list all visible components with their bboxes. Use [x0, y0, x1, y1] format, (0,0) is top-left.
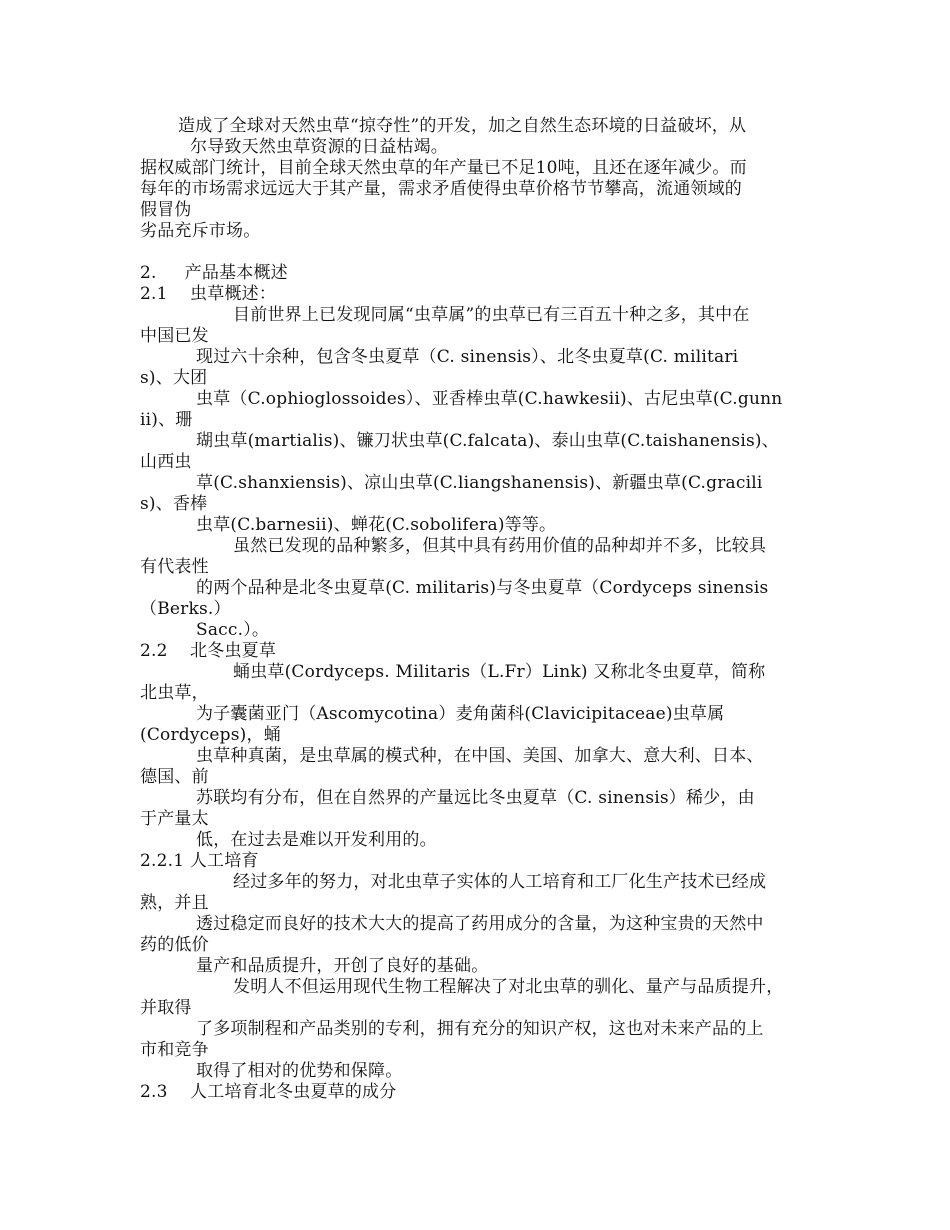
text-line: 取得了相对的优势和保障。 [196, 1061, 403, 1081]
text-line: 目前世界上已发现同属“虫草属”的虫草已有三百五十种之多，其中在 [233, 305, 750, 325]
text-line: 虽然已发现的品种繁多，但其中具有药用价值的品种却并不多，比较具 [233, 536, 767, 556]
text-line: 虫草种真菌，是虫草属的模式种，在中国、美国、加拿大、意大利、日本、 [196, 746, 764, 766]
text-line: 低，在过去是难以开发利用的。 [196, 830, 437, 850]
text-line: 经过多年的努力，对北虫草子实体的人工培育和工厂化生产技术已经成 [233, 872, 767, 892]
text-line: ii)、珊 [140, 410, 193, 430]
text-line: s)、大团 [140, 368, 208, 388]
text-line: 造成了全球对天然虫草“掠夺性”的开发，加之自然生态环境的日益破坏，从 [178, 116, 747, 136]
text-line: 为子囊菌亚门（Ascomycotina）麦角菌科(Clavicipitaceae)虫草属 [196, 704, 725, 724]
text-line: 蛹虫草(Cordyceps. Militaris（L.Fr）Link) 又称北冬虫夏草，简称 [233, 662, 766, 682]
section-heading: 2.2.1 人工培育 [140, 851, 259, 871]
text-line: 透过稳定而良好的技术大大的提高了药用成分的含量，为这种宝贵的天然中 [196, 914, 764, 934]
section-heading: 2.2 北冬虫夏草 [140, 641, 277, 661]
text-line: 瑚虫草(martialis)、镰刀状虫草(C.falcata)、泰山虫草(C.taishanensis)、 [196, 431, 779, 451]
text-line: 虫草（C.ophioglossoides）、亚香棒虫草(C.hawkesii)、古尼虫草(C.gunn [196, 389, 783, 409]
text-line: 尔导致天然虫草资源的日益枯竭。 [190, 137, 448, 157]
text-line: 劣品充斥市场。 [140, 221, 261, 241]
text-line: 苏联均有分布，但在自然界的产量远比冬虫夏草（C. sinensis）稀少，由 [196, 788, 755, 808]
section-heading: 2.3 人工培育北冬虫夏草的成分 [140, 1082, 397, 1102]
text-line: 的两个品种是北冬虫夏草(C. militaris)与冬虫夏草（Cordyceps sinensis [196, 578, 769, 598]
text-line: 药的低价 [140, 935, 209, 955]
text-line: 发明人不但运用现代生物工程解决了对北虫草的驯化、量产与品质提升， [233, 977, 784, 997]
section-heading: 2. 产品基本概述 [140, 263, 288, 283]
text-line: 草(C.shanxiensis)、凉山虫草(C.liangshanensis)、新疆虫草(C.gracili [196, 473, 763, 493]
text-line: (Cordyceps)，蛹 [140, 725, 281, 745]
text-line: 于产量太 [140, 809, 209, 829]
text-line: 熟，并且 [140, 893, 209, 913]
text-line: 虫草(C.barnesii)、蝉花(C.sobolifera)等等。 [196, 515, 557, 535]
text-line: 德国、前 [140, 767, 209, 787]
text-line: 山西虫 [140, 452, 192, 472]
text-line: （Berks.） [140, 599, 231, 619]
text-line: 市和竞争 [140, 1040, 209, 1060]
text-line: 了多项制程和产品类别的专利，拥有充分的知识产权，这也对未来产品的上 [196, 1019, 764, 1039]
text-line: 并取得 [140, 998, 192, 1018]
text-line: 中国已发 [140, 326, 209, 346]
text-line: 量产和品质提升，开创了良好的基础。 [196, 956, 489, 976]
text-line: 北虫草， [140, 683, 209, 703]
text-line: Sacc.）。 [196, 620, 270, 640]
text-line: 每年的市场需求远远大于其产量，需求矛盾使得虫草价格节节攀高，流通领域的 [140, 179, 742, 199]
text-line: 现过六十余种，包含冬虫夏草（C. sinensis）、北冬虫夏草(C. militari [196, 347, 739, 367]
text-line: s)、香棒 [140, 494, 208, 514]
section-heading: 2.1 虫草概述： [140, 284, 277, 304]
text-line: 假冒伪 [140, 200, 192, 220]
text-line: 据权威部门统计，目前全球天然虫草的年产量已不足10吨，且还在逐年减少。而 [140, 158, 747, 178]
text-line: 有代表性 [140, 557, 209, 577]
